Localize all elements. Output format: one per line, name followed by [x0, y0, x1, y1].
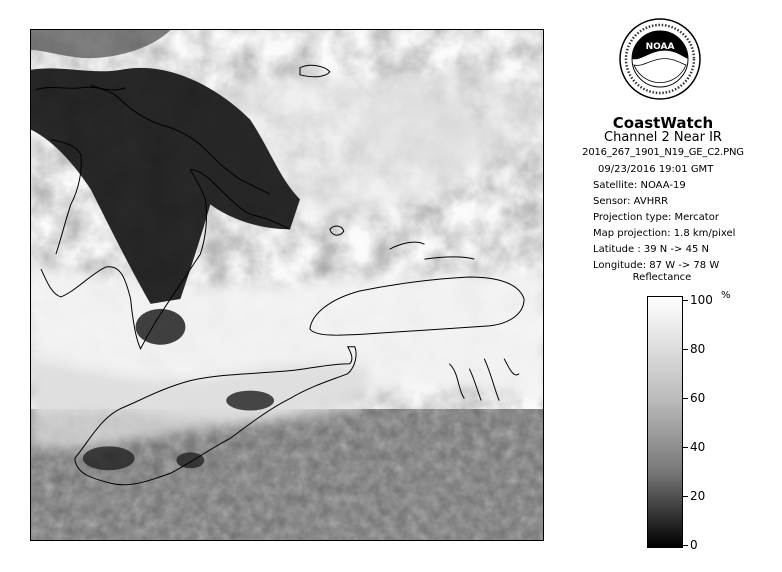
colorbar-tick-label: 80: [690, 342, 706, 356]
colorbar-tick-label: 20: [690, 489, 706, 503]
colorbar-tick: [683, 398, 688, 399]
colorbar-tick: [683, 349, 688, 350]
noaa-logo: [618, 17, 702, 101]
colorbar-tick: [683, 300, 688, 301]
dark-patch-2: [83, 446, 135, 470]
colorbar-tick: [683, 545, 688, 546]
longitude-text: Longitude: 87 W -> 78 W: [593, 260, 720, 271]
colorbar-title: Reflectance: [632, 272, 692, 283]
brand-title: CoastWatch: [612, 114, 714, 132]
colorbar-tick-label: 60: [690, 391, 706, 405]
satellite-text: Satellite: NOAA-19: [593, 180, 686, 191]
colorbar-tick: [683, 496, 688, 497]
noaa-logo-text: NOAA: [645, 42, 675, 52]
noaa-logo-svg: [618, 17, 702, 101]
file-name: 2016_267_1901_N19_GE_C2.PNG: [582, 147, 744, 158]
colorbar-tick-label: 40: [690, 440, 706, 454]
dark-patch-1: [226, 391, 274, 411]
datetime-text: 09/23/2016 19:01 GMT: [598, 164, 714, 175]
colorbar-tick-label: 0: [690, 538, 698, 552]
colorbar-tick: [683, 447, 688, 448]
latitude-text: Latitude : 39 N -> 45 N: [593, 244, 709, 255]
colorbar-unit: %: [721, 290, 731, 301]
sensor-text: Sensor: AVHRR: [593, 196, 669, 207]
channel-title: Channel 2 Near IR: [604, 130, 722, 145]
dark-patch-3: [176, 452, 204, 468]
reflectance-colorbar: [647, 296, 683, 548]
satellite-scene-svg: [31, 30, 543, 540]
projection-type-text: Projection type: Mercator: [593, 212, 719, 223]
colorbar-tick-label: 100: [690, 293, 713, 307]
satellite-image: [30, 29, 544, 541]
map-projection-text: Map projection: 1.8 km/pixel: [593, 228, 736, 239]
